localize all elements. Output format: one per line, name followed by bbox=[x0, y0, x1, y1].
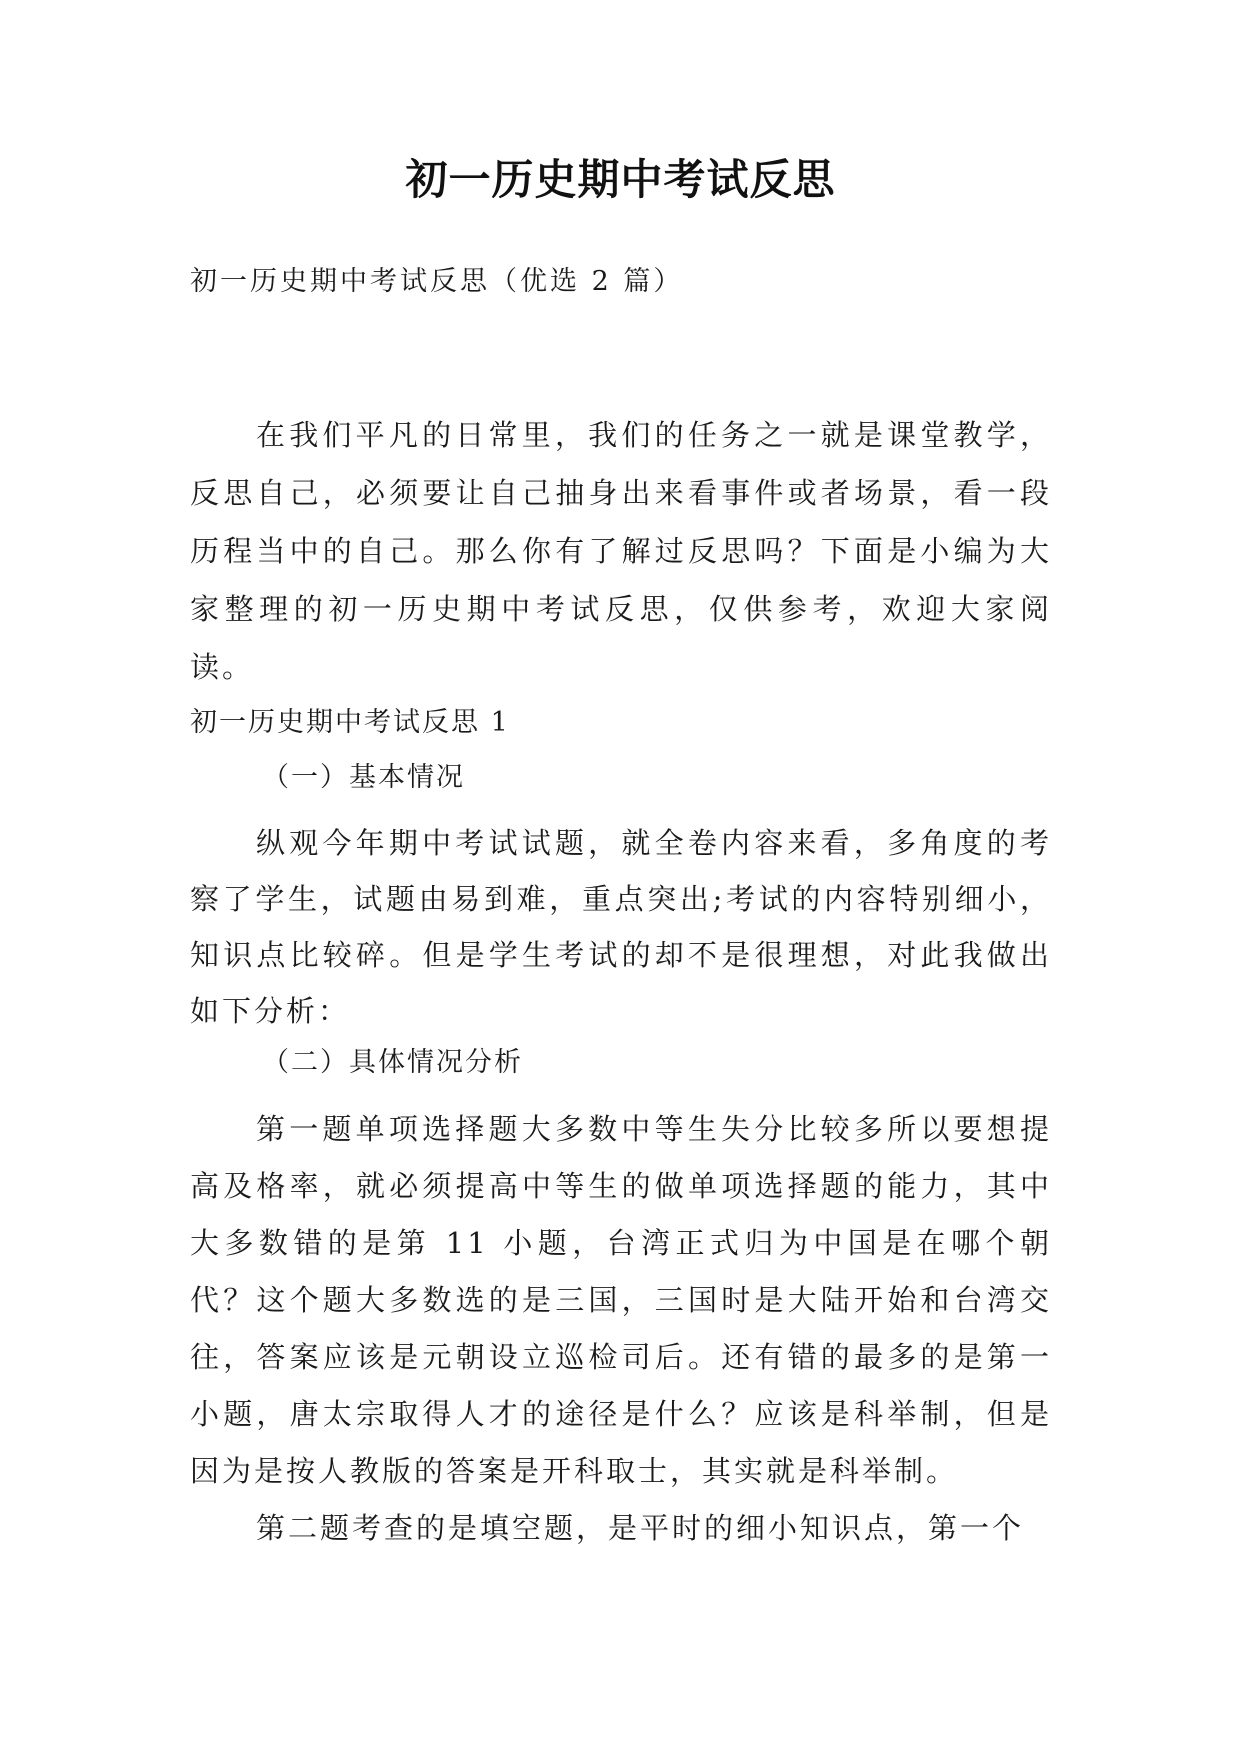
document-title: 初一历史期中考试反思 bbox=[405, 155, 836, 204]
body-paragraph: 纵观今年期中考试试题，就全卷内容来看，多角度的考察了学生，试题由易到难，重点突出;考试的内容特别细小，知识点比较碎。但是学生考试的却不是很理想，对此我做出如下分析： bbox=[190, 826, 1052, 1028]
section-title: 初一历史期中考试反思 1 bbox=[190, 707, 510, 738]
body-paragraph: 第一题单项选择题大多数中等生失分比较多所以要想提高及格率，就必须提高中等生的做单项选择题的能力，其中大多数错的是第 11 小题，台湾正式归为中国是在哪个朝代？这个题大多数选的是三国，三国时是大陆开始和台湾交往，答案应该是元朝设立巡检司后。还有错的最多的是第一小题，唐太宗取得人才的途径是什么？应该是科举制，但是因为是按人教版的答案是开科取士，其实就是科举制。 bbox=[190, 1112, 1052, 1488]
body-paragraph: 第二题考查的是填空题，是平时的细小知识点，第一个 bbox=[256, 1511, 1025, 1545]
section-heading-basic: （一）基本情况 bbox=[262, 762, 465, 793]
intro-paragraph: 在我们平凡的日常里，我们的任务之一就是课堂教学，反思自己，必须要让自己抽身出来看事件或者场景，看一段历程当中的自己。那么你有了解过反思吗？下面是小编为大家整理的初一历史期中考试反思，仅供参考，欢迎大家阅读。 bbox=[190, 418, 1052, 684]
section-heading-analysis: （二）具体情况分析 bbox=[262, 1047, 523, 1078]
document-subtitle: 初一历史期中考试反思（优选 2 篇） bbox=[190, 266, 684, 297]
